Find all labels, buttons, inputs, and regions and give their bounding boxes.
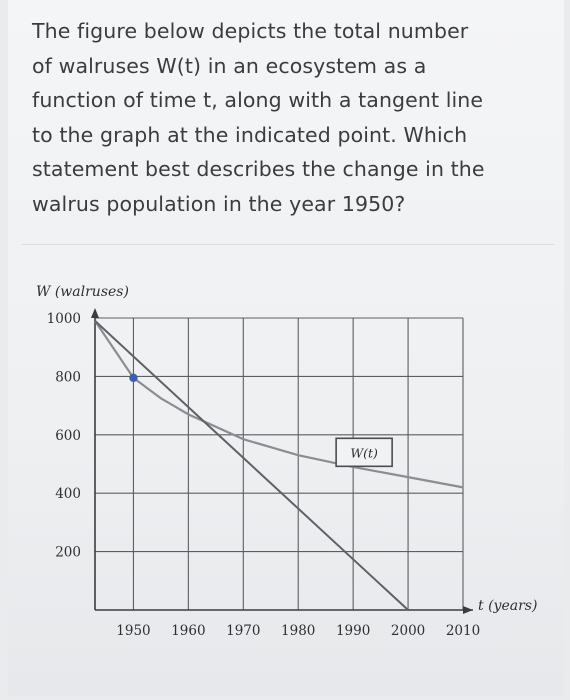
x-axis-arrow — [463, 606, 473, 614]
x-axis-label: t (years) — [478, 598, 538, 614]
x-tick-label: 2010 — [445, 623, 481, 639]
curve-label: W(t) — [350, 445, 378, 461]
y-tick-label: 200 — [55, 544, 81, 561]
x-tick-label: 1950 — [116, 623, 151, 639]
x-tick-label: 1990 — [335, 623, 371, 639]
y-axis-label: W (walruses) — [36, 284, 129, 300]
y-axis-arrow — [91, 308, 99, 318]
x-tick-label: 1980 — [281, 623, 316, 639]
y-tick-label: 1000 — [46, 311, 81, 327]
tangent-point — [129, 374, 137, 382]
question-line: The figure below depicts the total number — [32, 19, 469, 43]
y-tick-label: 400 — [55, 486, 81, 503]
x-tick-label: 1960 — [171, 623, 206, 639]
question-line: statement best describes the change in the — [32, 157, 485, 181]
question-line: function of time t, along with a tangent line — [32, 88, 484, 112]
question-line: to the graph at the indicated point. Which — [32, 122, 468, 147]
y-tick-label: 800 — [55, 369, 81, 386]
x-tick-label: 1970 — [226, 623, 261, 639]
y-tick-label: 600 — [55, 427, 81, 444]
question-line: of walruses W(t) in an ecosystem as a — [32, 53, 427, 78]
x-tick-label: 2000 — [390, 623, 426, 639]
question-line: walrus population in the year 1950? — [32, 191, 406, 216]
